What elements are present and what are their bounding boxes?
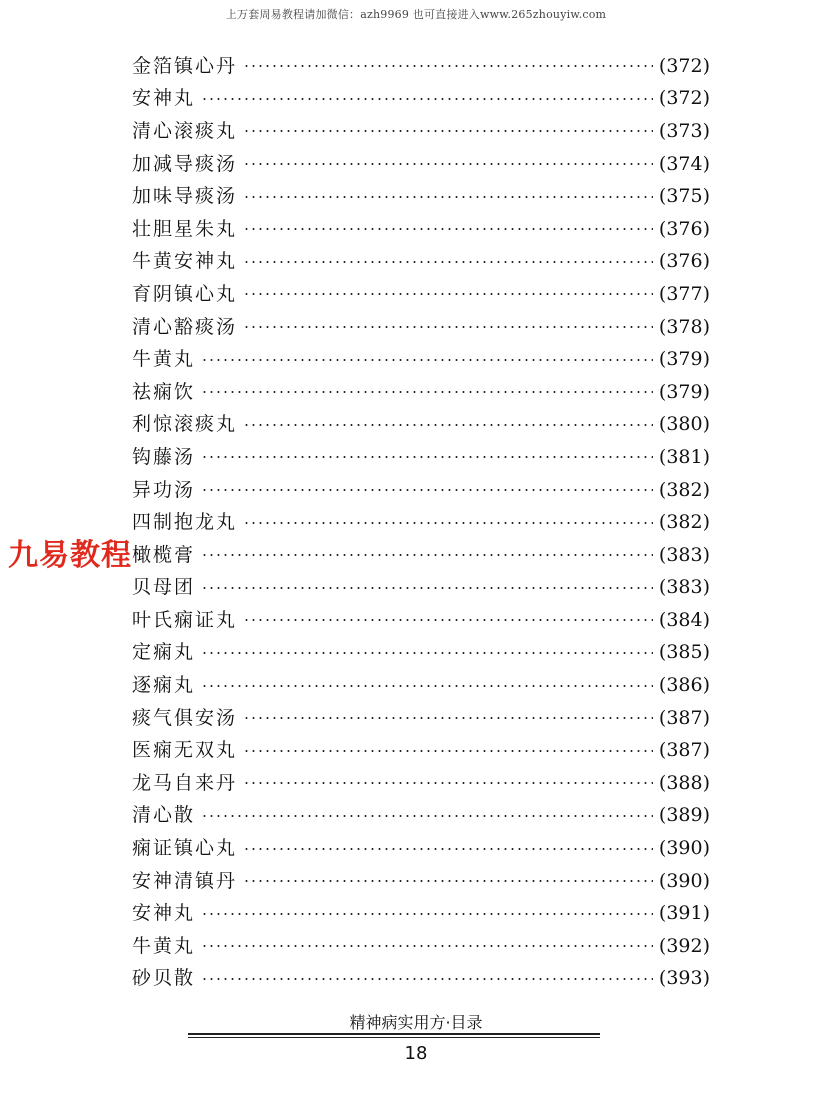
toc-entry (132, 441, 710, 474)
toc-leader-dots (201, 945, 653, 947)
toc-entry (132, 343, 710, 376)
toc-entry-title: 牛黄丸 (132, 348, 196, 371)
toc-leader-dots (243, 261, 653, 263)
toc-entry (132, 376, 710, 409)
toc-leader-dots (243, 228, 653, 230)
toc-entry (132, 539, 710, 572)
toc-entry-page: (385) (658, 641, 710, 664)
toc-entry (132, 180, 710, 213)
toc-leader-dots (201, 489, 653, 491)
toc-entry (132, 930, 710, 963)
toc-entry-title: 壮胆星朱丸 (132, 217, 238, 240)
toc-leader-dots (201, 391, 653, 393)
toc-entry-page: (376) (658, 250, 710, 273)
toc-entry (132, 311, 710, 344)
toc-entry-page: (380) (658, 413, 710, 436)
toc-leader-dots (201, 554, 653, 556)
toc-entry (132, 963, 710, 996)
toc-entry-title: 医痫无双丸 (132, 739, 238, 762)
toc-entry-title: 叶氏痫证丸 (132, 608, 238, 631)
toc-entry-title: 牛黄安神丸 (132, 250, 238, 273)
toc-entry-title: 清心散 (132, 804, 196, 827)
toc-entry-page: (377) (658, 282, 710, 305)
toc-leader-dots (243, 65, 653, 67)
toc-entry-page: (387) (658, 739, 710, 762)
toc-leader-dots (201, 456, 653, 458)
toc-leader-dots (243, 750, 653, 752)
toc-entry-title: 清心豁痰汤 (132, 315, 238, 338)
toc-entry-page: (379) (658, 348, 710, 371)
toc-entry-title: 利惊滚痰丸 (132, 413, 238, 436)
toc-entry-title: 安神丸 (132, 902, 196, 925)
toc-leader-dots (243, 522, 653, 524)
toc-entry-page: (389) (658, 804, 710, 827)
toc-entry-title: 清心滚痰丸 (132, 119, 238, 142)
toc-entry-title: 育阴镇心丸 (132, 282, 238, 305)
toc-entry (132, 148, 710, 181)
footer-rule-thin (188, 1037, 600, 1038)
toc-entry-title: 砂贝散 (132, 967, 196, 990)
toc-entry (132, 604, 710, 637)
toc-leader-dots (201, 815, 653, 817)
toc-leader-dots (243, 196, 653, 198)
toc-entry (132, 83, 710, 116)
toc-entry-page: (383) (658, 576, 710, 599)
toc-entry-title: 加味导痰汤 (132, 185, 238, 208)
toc-entry-title: 贝母团 (132, 576, 196, 599)
toc-entry-page: (372) (658, 54, 710, 77)
toc-entry-title: 安神清镇丹 (132, 869, 238, 892)
toc-entry (132, 734, 710, 767)
toc-leader-dots (201, 913, 653, 915)
toc-entry (132, 702, 710, 735)
toc-entry (132, 669, 710, 702)
toc-entry-page: (390) (658, 869, 710, 892)
toc-entry (132, 572, 710, 605)
toc-leader-dots (201, 587, 653, 589)
toc-entry (132, 637, 710, 670)
watermark-header-text: 上万套周易教程请加微信：azh9969 也可直接进入www.265zhouyiw.com (225, 8, 607, 21)
toc-leader-dots (201, 685, 653, 687)
toc-entry (132, 800, 710, 833)
toc-entry-page: (376) (658, 217, 710, 240)
toc-leader-dots (201, 652, 653, 654)
toc-entry (132, 897, 710, 930)
toc-entry-page: (388) (658, 771, 710, 794)
toc-entry-title: 痫证镇心丸 (132, 837, 238, 860)
toc-entry-page: (392) (658, 934, 710, 957)
toc-entry (132, 506, 710, 539)
toc-entry (132, 474, 710, 507)
toc-leader-dots (243, 782, 653, 784)
toc-leader-dots (243, 163, 653, 165)
table-of-contents (132, 50, 710, 995)
toc-entry-page: (382) (658, 511, 710, 534)
toc-entry-page: (381) (658, 445, 710, 468)
toc-leader-dots (201, 978, 653, 980)
toc-leader-dots (243, 424, 653, 426)
toc-leader-dots (243, 130, 653, 132)
toc-leader-dots (243, 880, 653, 882)
toc-entry-title: 四制抱龙丸 (132, 511, 238, 534)
toc-entry (132, 213, 710, 246)
toc-entry-page: (393) (658, 967, 710, 990)
toc-entry-title: 痰气俱安汤 (132, 706, 238, 729)
toc-leader-dots (201, 98, 653, 100)
toc-entry-title: 牛黄丸 (132, 934, 196, 957)
toc-entry-page: (391) (658, 902, 710, 925)
toc-entry-title: 祛痫饮 (132, 380, 196, 403)
toc-entry-page: (375) (658, 185, 710, 208)
toc-entry-page: (390) (658, 837, 710, 860)
toc-entry-title: 金箔镇心丹 (132, 54, 238, 77)
toc-entry-page: (386) (658, 674, 710, 697)
toc-entry-title: 钩藤汤 (132, 445, 196, 468)
toc-entry (132, 832, 710, 865)
toc-entry-page: (374) (658, 152, 710, 175)
toc-entry-title: 加减导痰汤 (132, 152, 238, 175)
toc-entry (132, 767, 710, 800)
toc-entry (132, 409, 710, 442)
toc-entry (132, 115, 710, 148)
footer-rule (188, 1033, 600, 1035)
toc-entry-page: (373) (658, 119, 710, 142)
toc-entry-page: (372) (658, 87, 710, 110)
toc-entry-page: (378) (658, 315, 710, 338)
running-footer-title: 精神病实用方·目录 (349, 1013, 483, 1032)
toc-leader-dots (243, 293, 653, 295)
toc-entry-page: (383) (658, 543, 710, 566)
toc-entry-page: (384) (658, 608, 710, 631)
toc-leader-dots (243, 717, 653, 719)
toc-entry-page: (379) (658, 380, 710, 403)
toc-entry-title: 逐痫丸 (132, 674, 196, 697)
toc-entry-page: (387) (658, 706, 710, 729)
toc-entry-title: 橄榄膏 (132, 543, 196, 566)
toc-entry-title: 安神丸 (132, 87, 196, 110)
toc-entry-title: 龙马自来丹 (132, 771, 238, 794)
toc-entry (132, 278, 710, 311)
toc-entry-page: (382) (658, 478, 710, 501)
toc-entry (132, 246, 710, 279)
toc-entry-title: 异功汤 (132, 478, 196, 501)
toc-leader-dots (201, 359, 653, 361)
toc-leader-dots (243, 619, 653, 621)
page-number: 18 (404, 1043, 428, 1064)
watermark-logo-text: 九易教程 (8, 538, 132, 573)
toc-entry-title: 定痫丸 (132, 641, 196, 664)
toc-entry (132, 50, 710, 83)
toc-entry (132, 865, 710, 898)
toc-leader-dots (243, 848, 653, 850)
toc-leader-dots (243, 326, 653, 328)
